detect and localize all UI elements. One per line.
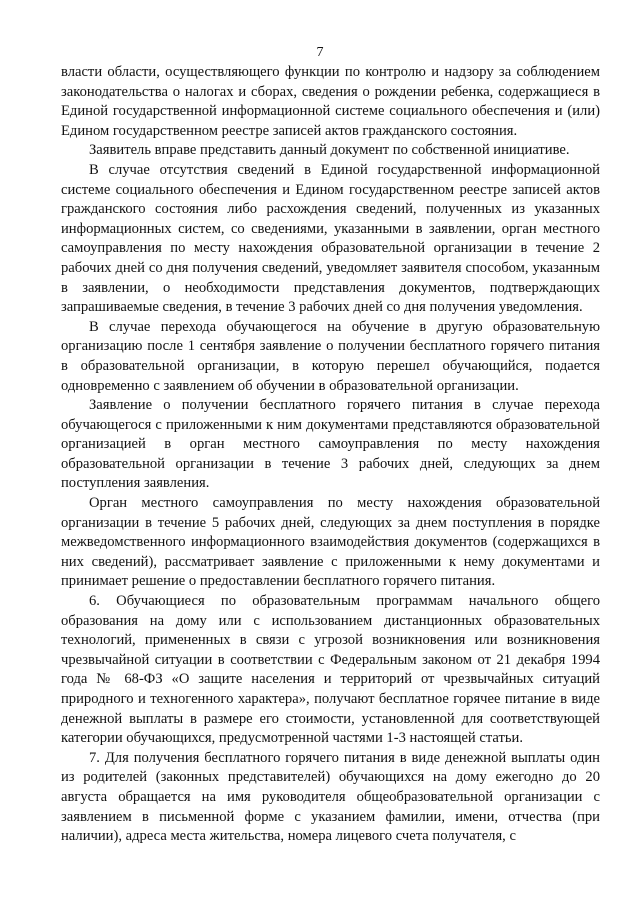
paragraph-item-7: 7. Для получения бесплатного горячего питания в виде денежной выплаты один из родителей (законных представителей) обучающихся на дому ежегодно до 20 августа обращается на имя руководителя общеобразовательной организации с заявлением в письменной форме с указанием фамилии, имени, отчества (при наличии), адреса места жительства, номера лицевого счета получателя, с <box>61 749 600 845</box>
paragraph-item-6: 6. Обучающиеся по образовательным программам начального общего образования на дому или с использованием дистанционных образовательных технологий, примененных в связи с угрозой возникновения или возникновения чрезвычайной ситуации в соответствии с Федеральным законом от 21 декабря 1994 года № 68-ФЗ «О защите населения и территорий от чрезвычайных ситуаций природного и техногенного характера», получают бесплатное горячее питание в виде денежной выплаты в размере его стоимости, установленной для соответствующей категории обучающихся, предусмотренной частями 1-3 настоящей статьи. <box>61 593 600 747</box>
paragraph-applicant-right: Заявитель вправе представить данный документ по собственной инициативе. <box>89 142 570 159</box>
paragraph-continuation: власти области, осуществляющего функции по контролю и надзору за соблюдением законодательства о налогах и сборах, сведения о рождении ребенка, содержащиеся в Единой государственной информационной системе социального обеспечения и (или) Едином государственном реестре записей актов гражданского состояния. <box>61 64 600 139</box>
paragraph-missing-data: В случае отсутствия сведений в Единой государственной информационной системе социального обеспечения и Едином государственном реестре записей актов гражданского состояния либо расхождения сведений, полученных из указанных информационных систем, со сведениями, указанными в заявлении, орган местного самоуправления по месту нахождения образовательной организации в течение 2 рабочих дней со дня получения сведений, уведомляет заявителя способом, указанным в заявлении, о необходимости представления документов, подтверждающих запрашиваемые сведения, в течение 3 рабочих дней со дня получения уведомления. <box>61 161 600 316</box>
document-body <box>61 63 600 847</box>
paragraph-transfer: В случае перехода обучающегося на обучение в другую образовательную организацию после 1 сентября заявление о получении бесплатного горячего питания в образовательной организации, в которую перешел обучающийся, подается одновременно с заявлением об обучении в образовательной организации. <box>61 318 600 394</box>
paragraph-transfer-application: Заявление о получении бесплатного горячего питания в случае перехода обучающегося с приложенными к ним документами представляются образовательной организацией в орган местного самоуправления по месту нахождения образовательной организации в течение 3 рабочих дней, следующих за днем поступления заявления. <box>61 397 600 492</box>
page-number: 7 <box>316 45 324 60</box>
paragraph-review: Орган местного самоуправления по месту нахождения образовательной организации в течение 5 рабочих дней, следующих за днем поступления в порядке межведомственного информационного взаимодействия документов (содержащихся в них сведений), рассматривает заявление с приложенными к нему документами и принимает решение о предоставлении бесплатного горячего питания. <box>61 495 600 590</box>
